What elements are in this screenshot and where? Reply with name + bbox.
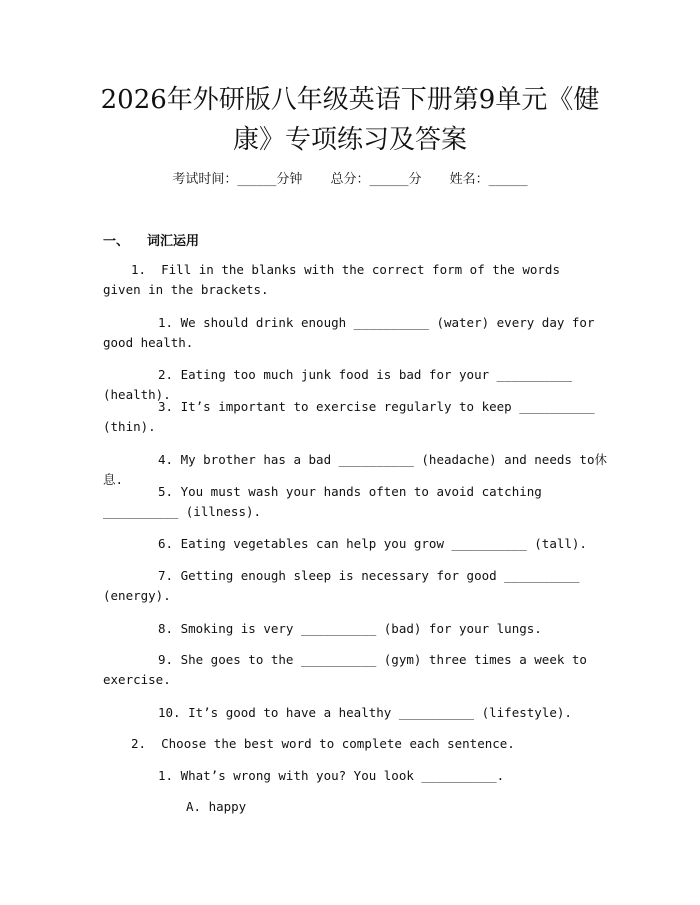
list-item: 9. She goes to the __________ (gym) three times a week to exercise. [103, 652, 587, 687]
question-1-text: Fill in the blanks with the correct form of the words given in the brackets. [103, 262, 560, 297]
list-item: 1. What’s wrong with you? You look __________. [158, 768, 505, 783]
exam-time-field: 考试时间：______分钟 [172, 172, 303, 187]
section-title: 词汇运用 [147, 234, 200, 249]
list-item: 2. Eating too much junk food is bad for your __________ (health). [103, 367, 572, 402]
section-heading [103, 230, 199, 249]
list-item: 8. Smoking is very __________ (bad) for your lungs. [158, 621, 542, 636]
title-line-2: 康》专项练习及答案 [232, 125, 467, 155]
question-1-number: 1. [131, 262, 147, 277]
exam-name-field: 姓名：______ [449, 172, 528, 187]
list-item: 5. You must wash your hands often to avoid catching __________ (illness). [103, 484, 542, 519]
question-2-text: Choose the best word to complete each sentence. [161, 736, 515, 751]
question-2-number: 2. [131, 736, 147, 751]
document-title [40, 80, 660, 160]
question-1-instruction [103, 260, 603, 300]
exam-info [0, 168, 700, 187]
list-item: 6. Eating vegetables can help you grow __________ (tall). [158, 536, 587, 551]
list-item: 3. It’s important to exercise regularly to keep __________ (thin). [103, 399, 595, 434]
list-item: 10. It’s good to have a healthy __________ (lifestyle). [158, 705, 572, 720]
title-line-1: 2026年外研版八年级英语下册第9单元《健 [100, 85, 600, 115]
exam-score-field: 总分：______分 [330, 172, 422, 187]
option-a: A. happy [186, 799, 247, 814]
section-number: 一、 [103, 234, 130, 249]
list-item: 7. Getting enough sleep is necessary for good __________ (energy). [103, 568, 580, 603]
list-item: 4. My brother has a bad __________ (headache) and needs to休息. [103, 452, 607, 487]
list-item: 1. We should drink enough __________ (water) every day for good health. [103, 315, 595, 350]
question-2-instruction [103, 734, 603, 754]
